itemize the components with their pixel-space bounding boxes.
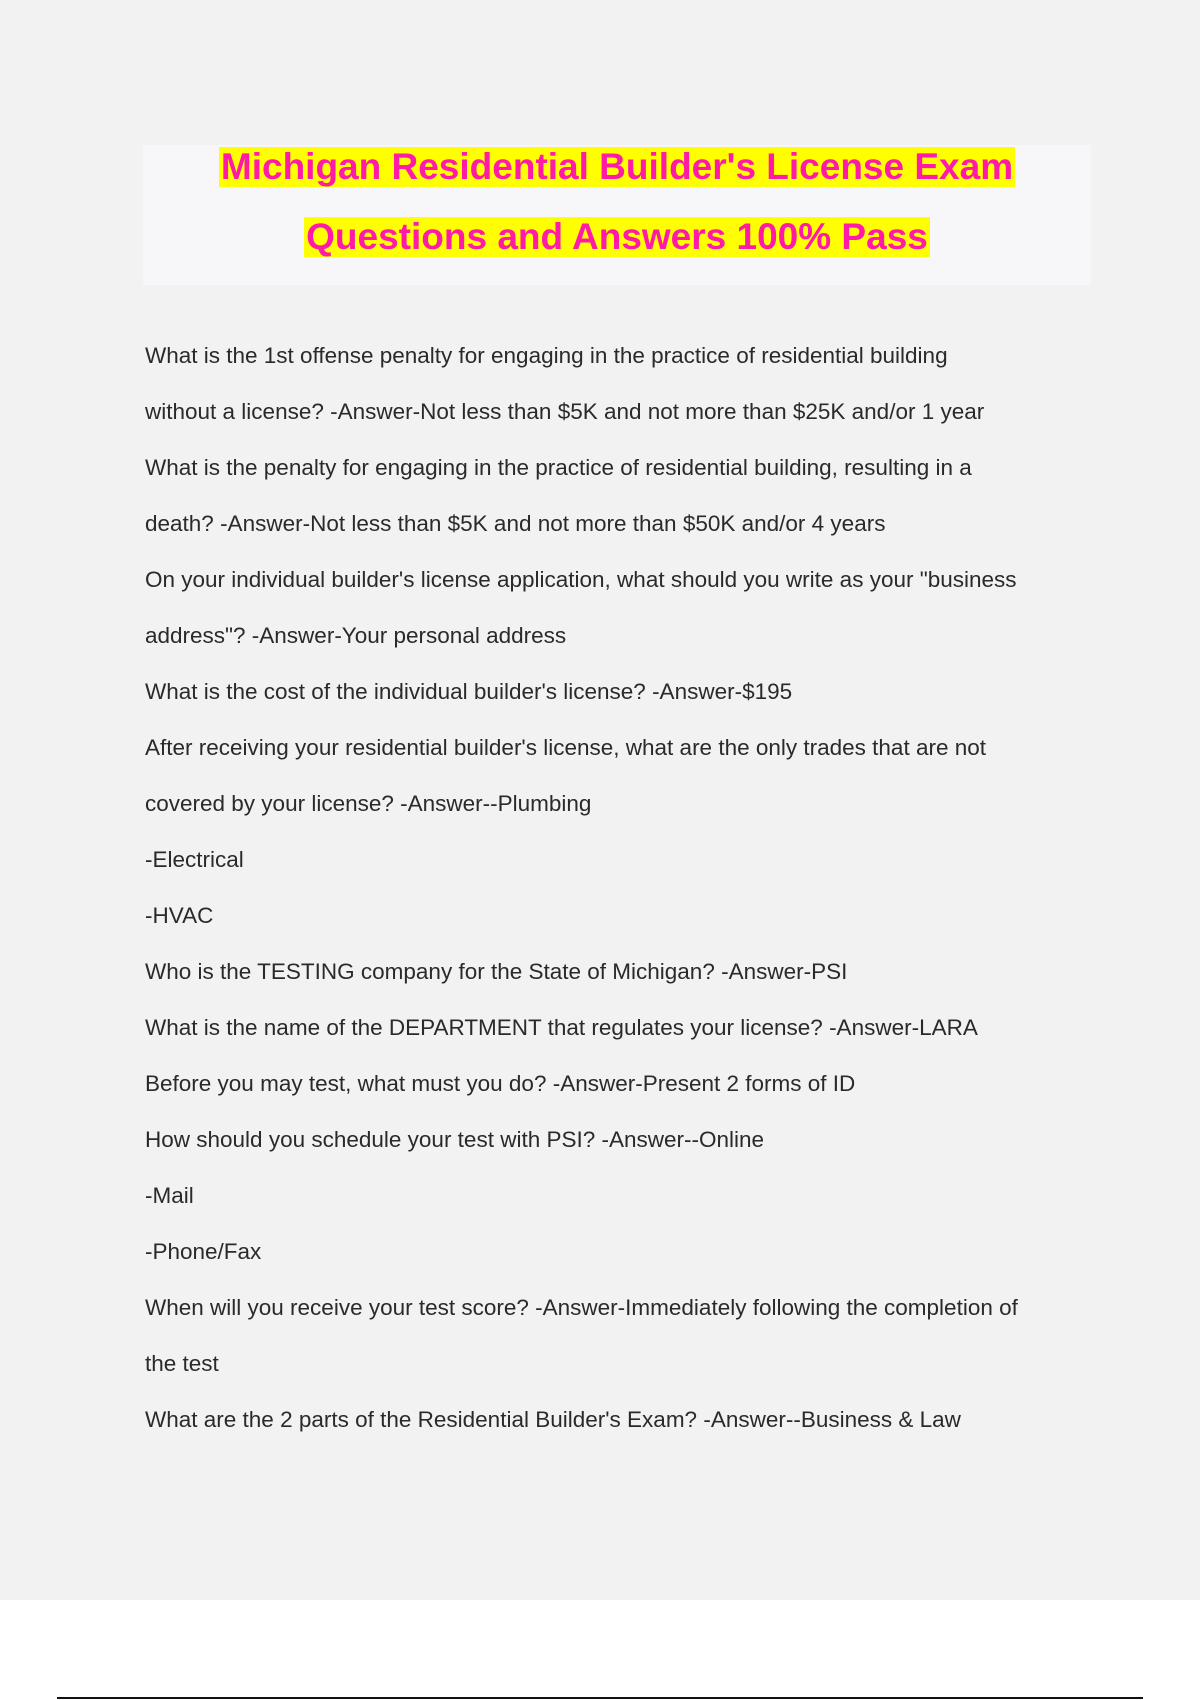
qa-body (145, 328, 1105, 1448)
body-line: address"? -Answer-Your personal address (145, 623, 567, 648)
body-line: When will you receive your test score? -Answer-Immediately following the completion of (145, 1295, 1018, 1320)
body-line: Before you may test, what must you do? -Answer-Present 2 forms of ID (145, 1071, 856, 1096)
body-line: How should you schedule your test with PSI? -Answer--Online (145, 1127, 765, 1152)
document-title-line-1: Michigan Residential Builder's License Exam (220, 146, 1014, 187)
footer-divider (57, 1697, 1143, 1699)
body-line: death? -Answer-Not less than $5K and not more than $50K and/or 4 years (145, 511, 886, 536)
body-line: -Phone/Fax (145, 1239, 262, 1264)
body-line: without a license? -Answer-Not less than $5K and not more than $25K and/or 1 year (145, 399, 985, 424)
title-block (143, 145, 1091, 285)
body-line: On your individual builder's license application, what should you write as your "business (145, 567, 1017, 592)
body-line: What is the cost of the individual builder's license? -Answer-$195 (145, 679, 793, 704)
body-line: After receiving your residential builder's license, what are the only trades that are not (145, 735, 986, 760)
body-line: What are the 2 parts of the Residential Builder's Exam? -Answer--Business & Law (145, 1407, 961, 1432)
body-line: What is the 1st offense penalty for engaging in the practice of residential building (145, 343, 948, 368)
body-line: covered by your license? -Answer--Plumbing (145, 791, 592, 816)
body-line: What is the name of the DEPARTMENT that regulates your license? -Answer-LARA (145, 1015, 978, 1040)
document-title-line-2: Questions and Answers 100% Pass (306, 216, 928, 257)
body-line: the test (145, 1351, 219, 1376)
body-line: Who is the TESTING company for the State of Michigan? -Answer-PSI (145, 959, 848, 984)
body-line: -Electrical (145, 847, 244, 872)
body-line: What is the penalty for engaging in the practice of residential building, resulting in a (145, 455, 972, 480)
body-line: -HVAC (145, 903, 214, 928)
body-line: -Mail (145, 1183, 194, 1208)
